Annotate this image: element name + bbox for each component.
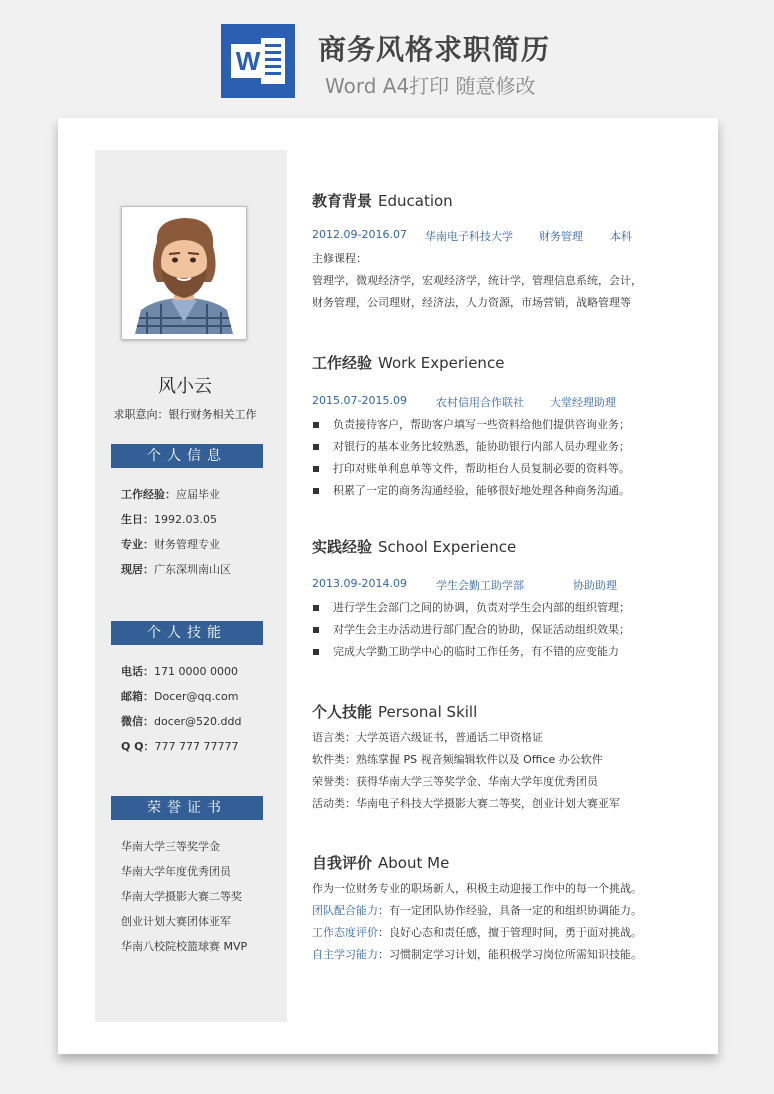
work-bullets	[312, 418, 692, 506]
work-bullet: 负责接待客户，帮助客户填写一些资料给他们提供咨询业务；	[312, 418, 692, 440]
honor-item: 创业计划大赛团体亚军	[121, 915, 231, 928]
school-period: 2013.09-2014.09	[312, 577, 407, 590]
education-line: 管理学，微观经济学，宏观经济学，统计学，管理信息系统，会计，	[312, 274, 642, 287]
contact-heading: 个人技能	[111, 621, 263, 645]
contact-item: 电话：171 0000 0000	[121, 665, 238, 678]
school-bullet: 对学生会主办活动进行部门配合的协助，保证活动组织效果；	[312, 623, 692, 645]
header-subtitle: Word A4打印 随意修改	[325, 74, 536, 98]
education-degree: 本科	[610, 230, 632, 243]
education-line: 财务管理，公司理财，经济法，人力资源，市场营销，战略管理等	[312, 296, 631, 309]
job-intent	[95, 406, 275, 422]
contact-list	[121, 665, 281, 765]
resume-page	[58, 118, 718, 1054]
header-title: 商务风格求职简历	[318, 33, 551, 66]
honors-heading: 荣誉证书	[111, 796, 263, 820]
contact-item: 微信：docer@520.ddd	[121, 715, 242, 728]
skill-line: 语言类：大学英语六级证书，普通话二甲资格证	[312, 731, 543, 744]
honor-item: 华南大学摄影大赛二等奖	[121, 890, 242, 903]
personal-info-item: 专业：财务管理专业	[121, 538, 220, 551]
avatar-illustration	[127, 212, 241, 334]
profile-photo	[121, 206, 247, 340]
honors-list	[121, 840, 281, 965]
personal-info-item: 现居：广东深圳南山区	[121, 563, 231, 576]
work-org: 农村信用合作联社	[436, 396, 524, 409]
about-item: 工作态度评价：良好心态和责任感，擅于管理时间，勇于面对挑战。	[312, 926, 642, 939]
education-school: 华南电子科技大学	[425, 230, 513, 243]
skill-line: 软件类：熟练掌握 PS 视音频编辑软件以及 Office 办公软件	[312, 753, 603, 766]
honor-item: 华南大学年度优秀团员	[121, 865, 231, 878]
word-icon-letter: W	[235, 46, 261, 76]
contact-item: Q Q：777 777 77777	[121, 740, 239, 753]
skill-line: 荣誉类：获得华南大学三等奖学金、华南大学年度优秀团员	[312, 775, 598, 788]
about-list	[312, 882, 692, 970]
work-row	[312, 394, 692, 408]
school-title: 实践经验 School Experience	[312, 538, 517, 556]
job-intent-label: 求职意向：	[113, 408, 169, 421]
personal-info-item: 生日：1992.03.05	[121, 513, 217, 526]
education-details	[312, 252, 692, 318]
school-bullet: 进行学生会部门之间的协调，负责对学生会内部的组织管理；	[312, 601, 692, 623]
personal-info-item: 工作经验：应届毕业	[121, 488, 220, 501]
education-period: 2012.09-2016.07	[312, 228, 407, 241]
about-title: 自我评价 About Me	[312, 854, 450, 872]
skills-list	[312, 731, 692, 819]
work-period: 2015.07-2015.09	[312, 394, 407, 407]
word-icon	[221, 24, 295, 98]
education-title: 教育背景 Education	[312, 192, 453, 210]
top-header	[0, 0, 774, 110]
school-bullet: 完成大学勤工助学中心的临时工作任务，有不错的应变能力	[312, 645, 692, 667]
contact-item: 邮箱：Docer@qq.com	[121, 690, 239, 703]
education-row	[312, 228, 692, 242]
candidate-name: 风小云	[158, 376, 212, 397]
work-title: 工作经验 Work Experience	[312, 354, 505, 372]
work-role: 大堂经理助理	[550, 396, 616, 409]
school-org: 学生会勤工助学部	[436, 579, 524, 592]
work-bullet: 积累了一定的商务沟通经验，能够很好地处理各种商务沟通。	[312, 484, 692, 506]
honor-item: 华南大学三等奖学金	[121, 840, 220, 853]
sidebar	[95, 150, 287, 1022]
skills-title: 个人技能 Personal Skill	[312, 703, 478, 721]
about-intro: 作为一位财务专业的职场新人，积极主动迎接工作中的每一个挑战。	[312, 882, 642, 895]
personal-info-list	[121, 488, 281, 588]
education-line: 主修课程：	[312, 252, 367, 265]
work-bullet: 打印对账单利息单等文件，帮助柜台人员复制必要的资料等。	[312, 462, 692, 484]
work-bullet: 对银行的基本业务比较熟悉，能协助银行内部人员办理业务；	[312, 440, 692, 462]
about-item: 团队配合能力：有一定团队协作经验，具备一定的和组织协调能力。	[312, 904, 642, 917]
job-intent-value: 银行财务相关工作	[168, 408, 257, 421]
skill-line: 活动类：华南电子科技大学摄影大赛二等奖，创业计划大赛亚军	[312, 797, 620, 810]
about-item: 自主学习能力：习惯制定学习计划，能积极学习岗位所需知识技能。	[312, 948, 642, 961]
honor-item: 华南八校院校篮球赛 MVP	[121, 940, 248, 953]
school-bullets	[312, 601, 692, 667]
school-row	[312, 577, 692, 591]
school-role: 协助助理	[573, 579, 617, 592]
education-major: 财务管理	[539, 230, 583, 243]
personal-info-heading: 个人信息	[111, 444, 263, 468]
